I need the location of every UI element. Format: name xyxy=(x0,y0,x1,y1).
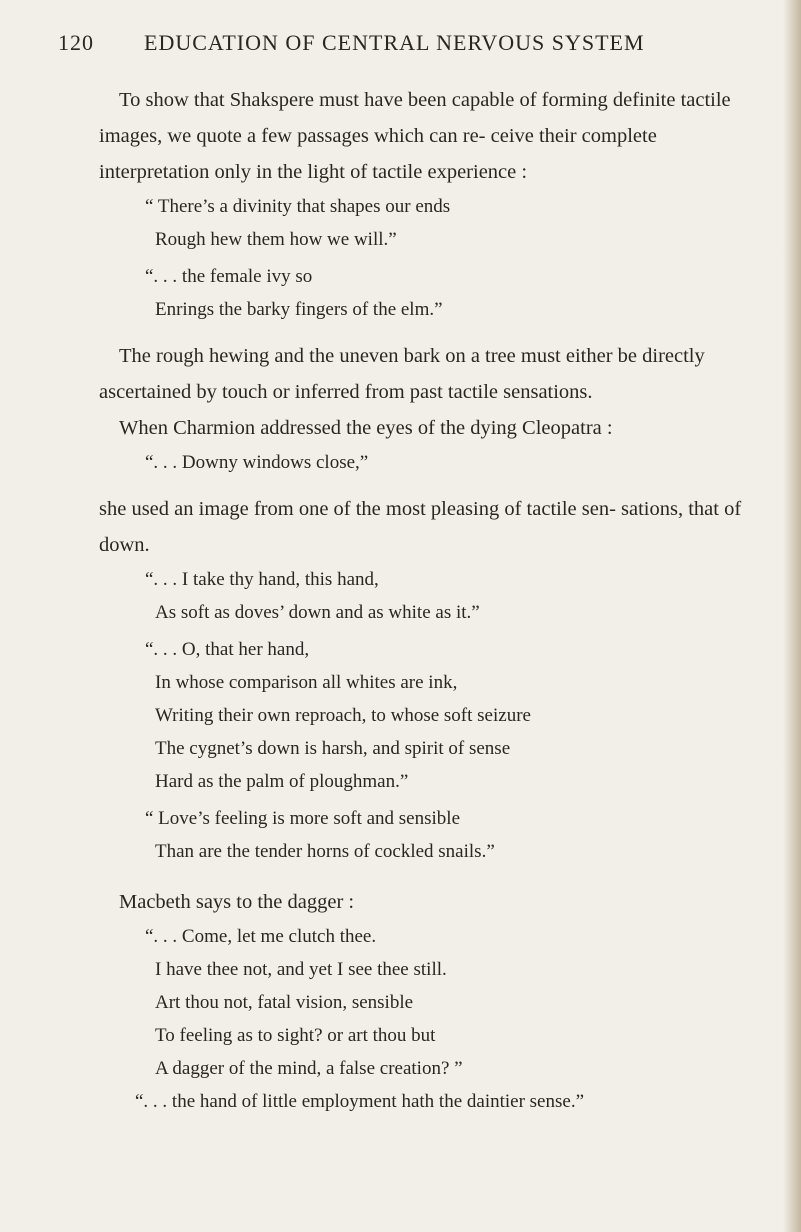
quote-line: I have thee not, and yet I see thee still. xyxy=(155,959,447,980)
paragraph-intro-text: To show that Shakspere must have been capable of forming definite tactile images, we quote a few passages which can re- ceive their complete interpretation only in the light of tactile experience : xyxy=(99,89,731,183)
quote-line: “. . . the female ivy so xyxy=(145,266,313,287)
paragraph-charmion xyxy=(99,410,759,446)
page-edge-shadow xyxy=(783,0,801,1232)
paragraph-rough-hewing-text: The rough hewing and the uneven bark on a tree must either be directly ascertained by touch or inferred from past tactile sensations. xyxy=(99,345,705,403)
quote-line: “. . . I take thy hand, this hand, xyxy=(145,569,379,590)
quote-loves-feeling xyxy=(99,802,759,868)
quote-line: “. . . O, that her hand, xyxy=(145,639,310,660)
quote-ivy xyxy=(99,260,759,326)
quote-line: To feeling as to sight? or art thou but xyxy=(155,1025,436,1046)
page-number: 120 xyxy=(58,30,94,55)
quote-line: Enrings the barky fingers of the elm.” xyxy=(155,299,443,320)
quote-her-hand xyxy=(99,633,759,798)
quote-line: Writing their own reproach, to whose soft seizure xyxy=(155,705,531,726)
paragraph-intro xyxy=(99,82,759,190)
page-body xyxy=(99,82,759,1118)
quote-line: Hard as the palm of ploughman.” xyxy=(155,771,409,792)
quote-line: Art thou not, fatal vision, sensible xyxy=(155,992,414,1013)
page-header xyxy=(58,30,758,64)
quote-line: In whose comparison all whites are ink, xyxy=(155,672,458,693)
quote-line: Than are the tender horns of cockled snails.” xyxy=(155,841,495,862)
quote-dagger xyxy=(99,920,759,1085)
paragraph-rough-hewing xyxy=(99,338,759,410)
running-head: EDUCATION OF CENTRAL NERVOUS SYSTEM xyxy=(144,30,645,55)
paragraph-down xyxy=(99,491,759,563)
paragraph-down-text: she used an image from one of the most pleasing of tactile sen- sations, that of down. xyxy=(99,498,742,556)
quote-daintier-sense xyxy=(99,1085,759,1118)
quote-line: A dagger of the mind, a false creation? ” xyxy=(155,1058,463,1079)
paragraph-charmion-text: When Charmion addressed the eyes of the dying Cleopatra : xyxy=(119,417,613,439)
quote-line: “ There’s a divinity that shapes our ends xyxy=(145,196,451,217)
quote-line: “. . . the hand of little employment hath the daintier sense.” xyxy=(135,1091,585,1112)
quote-thy-hand xyxy=(99,563,759,629)
quote-line: The cygnet’s down is harsh, and spirit of sense xyxy=(155,738,511,759)
quote-divinity xyxy=(99,190,759,256)
quote-line: “ Love’s feeling is more soft and sensible xyxy=(145,808,461,829)
quote-line: As soft as doves’ down and as white as it.” xyxy=(155,602,480,623)
quote-downy-windows xyxy=(99,446,759,479)
paragraph-macbeth xyxy=(99,884,759,920)
quote-line: “. . . Downy windows close,” xyxy=(145,452,369,473)
quote-line: “. . . Come, let me clutch thee. xyxy=(145,926,377,947)
quote-line: Rough hew them how we will.” xyxy=(155,229,397,250)
paragraph-macbeth-text: Macbeth says to the dagger : xyxy=(119,891,355,913)
